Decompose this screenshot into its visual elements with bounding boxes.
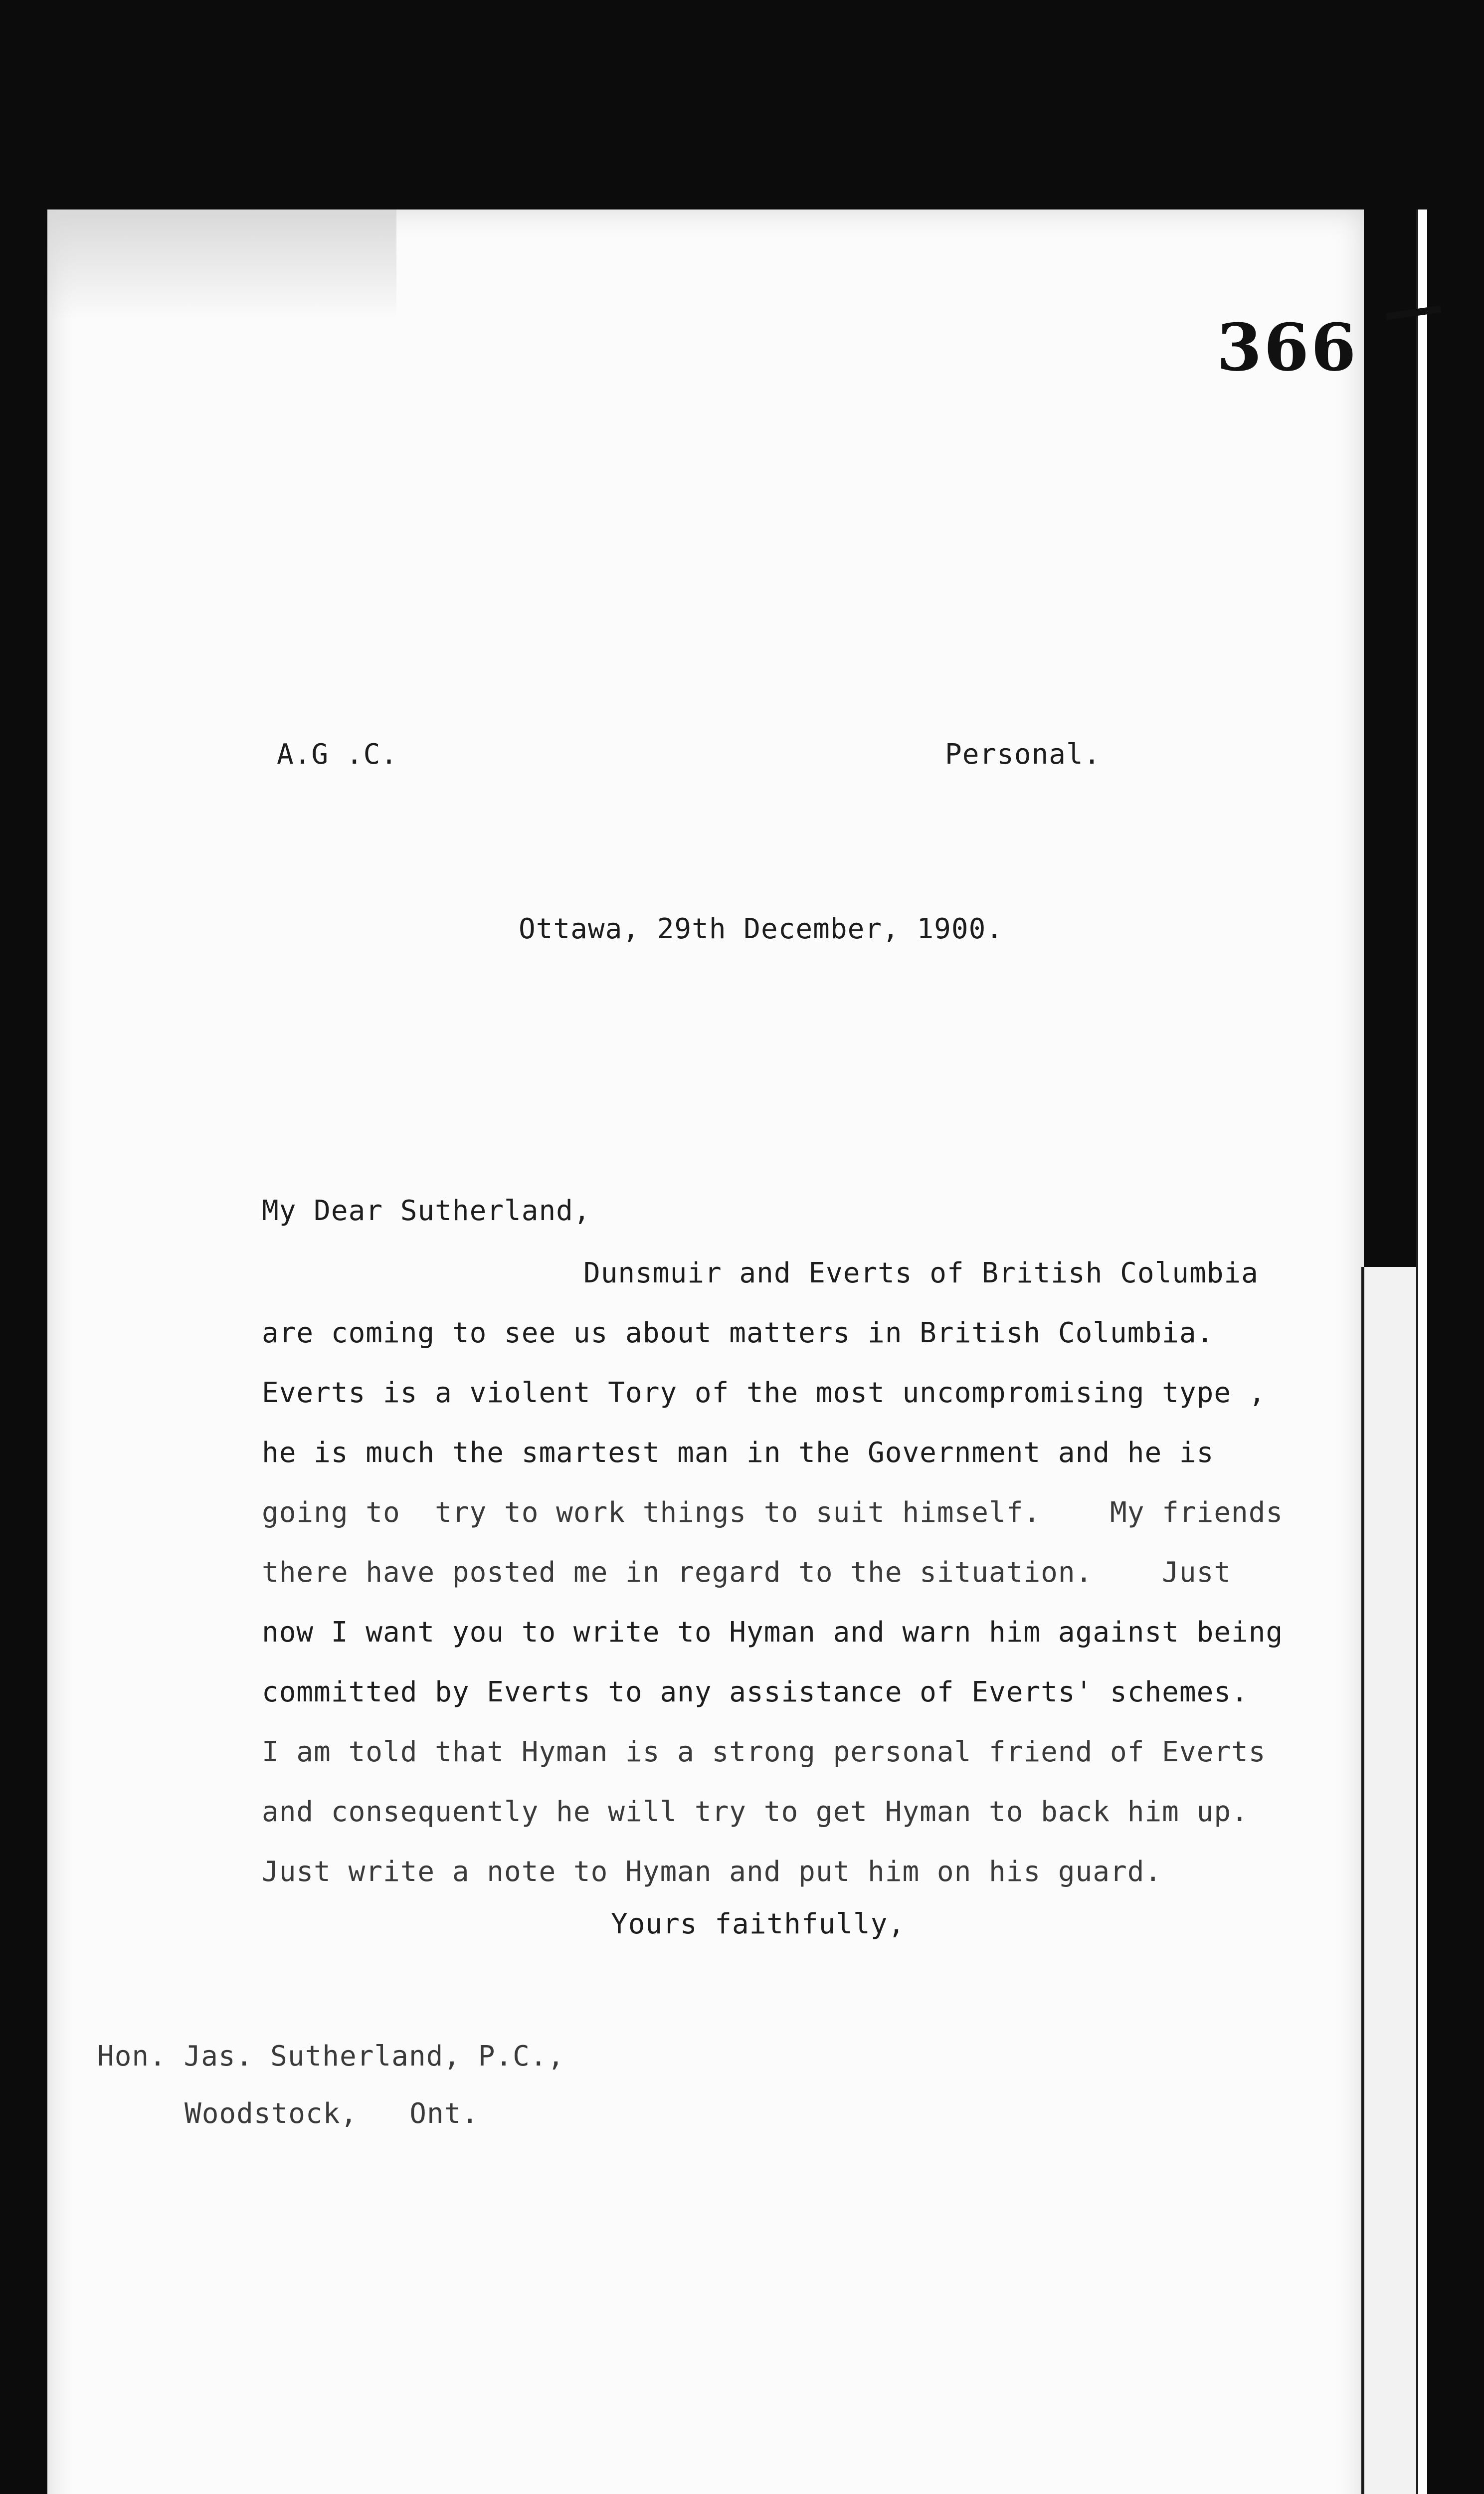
- personal-mark: Personal.: [945, 738, 1101, 771]
- page-number: 366: [1217, 309, 1358, 386]
- salutation: My Dear Sutherland,: [262, 1195, 591, 1227]
- date-line: Ottawa, 29th December, 1900.: [519, 913, 1004, 945]
- body-line: Just write a note to Hyman and put him on his guard.: [262, 1856, 1162, 1888]
- addressee-name: Hon. Jas. Sutherland, P.C.,: [97, 2040, 565, 2073]
- body-line: and consequently he will try to get Hyman to back him up.: [262, 1796, 1249, 1828]
- underlying-sheet-edge: [1361, 1267, 1424, 2494]
- body-line: committed by Everts to any assistance of Everts' schemes.: [262, 1676, 1249, 1708]
- body-line: Dunsmuir and Everts of British Columbia: [583, 1257, 1259, 1289]
- body-line: are coming to see us about matters in British Columbia.: [262, 1317, 1214, 1349]
- letter-sheet: [47, 209, 1364, 2494]
- body-line: now I want you to write to Hyman and warn him against being: [262, 1616, 1284, 1649]
- body-line: Everts is a violent Tory of the most uncompromising type ,: [262, 1377, 1266, 1409]
- closing: Yours faithfully,: [611, 1908, 906, 1940]
- body-line: there have posted me in regard to the situation. Just: [262, 1556, 1232, 1589]
- right-edge-strip: [1416, 209, 1427, 2494]
- addressee-place: Woodstock, Ont.: [185, 2097, 479, 2130]
- reference-code: A.G .C.: [277, 738, 398, 771]
- body-line: I am told that Hyman is a strong personal friend of Everts: [262, 1736, 1266, 1768]
- body-line: going to try to work things to suit himself. My friends: [262, 1496, 1284, 1529]
- fold-shadow: [47, 209, 396, 319]
- body-line: he is much the smartest man in the Government and he is: [262, 1437, 1214, 1469]
